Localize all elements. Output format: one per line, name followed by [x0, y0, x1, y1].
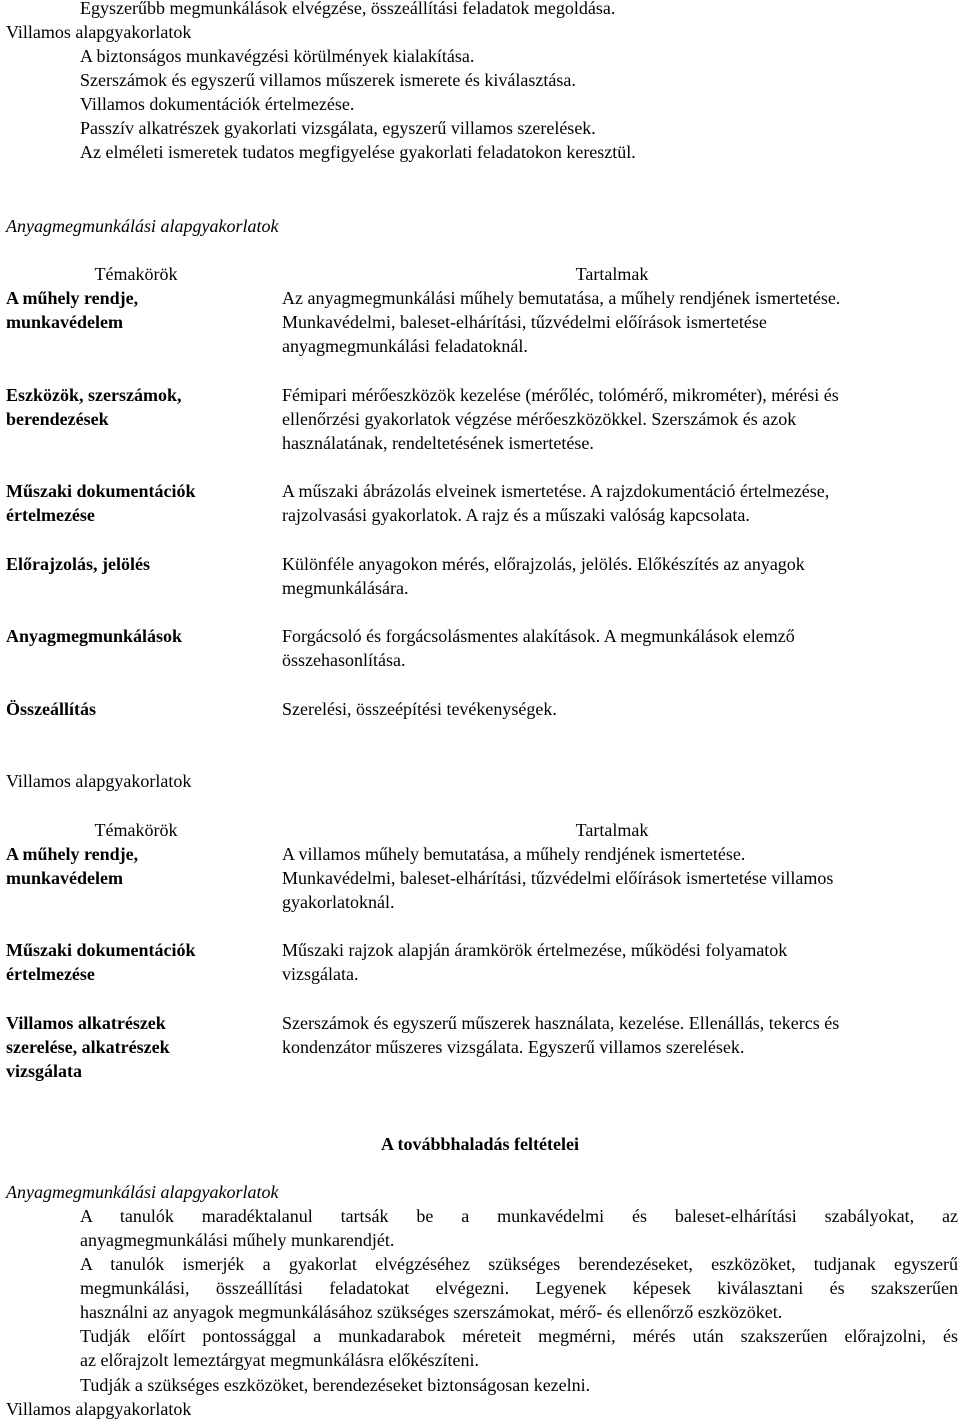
column-header-contents: Tartalmak — [575, 264, 649, 284]
content-cell: Fémipari mérőeszközök kezelése (mérőléc, tolómérő, mikrométer), mérési és ellenőrzési gyakorlatok végzése mérőeszközökkel. Szerszámok és azok használatának, rendeltetésének ismertetése. — [282, 385, 839, 453]
section-subheading: Anyagmegmunkálási alapgyakorlatok — [6, 1182, 279, 1202]
topic-cell: Anyagmegmunkálások — [6, 626, 183, 646]
topic-cell: Műszaki dokumentációk értelmezése — [6, 481, 196, 525]
section-heading: Anyagmegmunkálási alapgyakorlatok — [6, 216, 279, 236]
intro-subheading: Villamos alapgyakorlatok — [6, 22, 192, 42]
column-header-contents: Tartalmak — [575, 820, 649, 840]
content-cell: Szerszámok és egyszerű műszerek használata, kezelése. Ellenállás, tekercs és kondenzátor műszeres vizsgálata. Egyszerű villamos szerelések. — [282, 1013, 840, 1057]
content-cell: A villamos műhely bemutatása, a műhely rendjének ismertetése. Munkavédelmi, baleset-elhárítási, tűzvédelmi előírások ismertetése villamos gyakorlatoknál. — [282, 844, 834, 912]
section-heading: Villamos alapgyakorlatok — [6, 771, 192, 791]
content-cell: Műszaki rajzok alapján áramkörök értelmezése, működési folyamatok vizsgálata. — [282, 940, 788, 984]
paragraph: A tanulók ismerjék a gyakorlat elvégzéséhez szükséges berendezéseket, eszközöket, tudjanak egyszerű megmunkálási, összeállítási feladatokat elvégezni. Legyenek képesek kiválasztani és szakszerűen használni az anyagok megmunkálásához szükséges szerszámokat, mérő- és ellenőrző eszközöket. — [80, 1254, 958, 1322]
intro-line: A biztonságos munkavégzési körülmények kialakítása. — [80, 46, 475, 66]
paragraph: Tudják a szükséges eszközöket, berendezéseket biztonságosan kezelni. — [80, 1375, 591, 1395]
paragraph: A tanulók maradéktalanul tartsák be a munkavédelmi és baleset-elhárítási szabályokat, az anyagmegmunkálási műhely munkarendjét. — [80, 1206, 958, 1250]
topic-cell: Eszközök, szerszámok, berendezések — [6, 385, 182, 429]
topic-cell: Előrajzolás, jelölés — [6, 554, 150, 574]
column-header-topics: Témakörök — [94, 820, 178, 840]
topic-cell: A műhely rendje, munkavédelem — [6, 288, 139, 332]
page-title: A továbbhaladás feltételei — [381, 1134, 579, 1154]
intro-line: Villamos dokumentációk értelmezése. — [80, 94, 355, 114]
content-cell: Szerelési, összeépítési tevékenységek. — [282, 699, 557, 719]
intro-line: Egyszerűbb megmunkálások elvégzése, összeállítási feladatok megoldása. — [80, 0, 616, 18]
content-cell: A műszaki ábrázolás elveinek ismertetése. A rajzdokumentáció értelmezése, rajzolvasási gyakorlatok. A rajz és a műszaki valóság kapcsolata. — [282, 481, 830, 525]
content-cell: Különféle anyagokon mérés, előrajzolás, jelölés. Előkészítés az anyagok megmunkálására. — [282, 554, 805, 598]
topic-cell: A műhely rendje, munkavédelem — [6, 844, 139, 888]
section-subheading: Villamos alapgyakorlatok — [6, 1399, 192, 1419]
column-header-topics: Témakörök — [94, 264, 178, 284]
paragraph: Tudják előírt pontossággal a munkadarabok méreteit megmérni, mérés után szakszerűen előrajzolni, és az előrajzolt lemeztárgyat megmunkálásra előkészíteni. — [80, 1326, 958, 1370]
intro-line: Az elméleti ismeretek tudatos megfigyelése gyakorlati feladatokon keresztül. — [80, 142, 636, 162]
intro-line: Szerszámok és egyszerű villamos műszerek ismerete és kiválasztása. — [80, 70, 576, 90]
content-cell: Az anyagmegmunkálási műhely bemutatása, a műhely rendjének ismertetése. Munkavédelmi, baleset-elhárítási, tűzvédelmi előírások ismertetése anyagmegmunkálási feladatoknál. — [282, 288, 841, 356]
topic-cell: Villamos alkatrészek szerelése, alkatrészek vizsgálata — [6, 1013, 170, 1081]
content-cell: Forgácsoló és forgácsolásmentes alakítások. A megmunkálások elemző összehasonlítása. — [282, 626, 795, 670]
topic-cell: Összeállítás — [6, 699, 96, 719]
intro-line: Passzív alkatrészek gyakorlati vizsgálata, egyszerű villamos szerelések. — [80, 118, 596, 138]
topic-cell: Műszaki dokumentációk értelmezése — [6, 940, 196, 984]
